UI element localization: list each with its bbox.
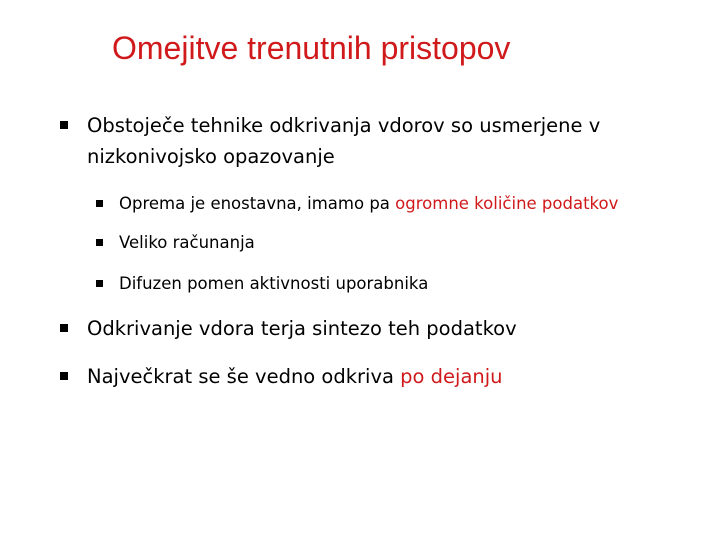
highlighted-text: ogromne količine podatkov [395,194,619,213]
bullet-text: Obstoječe tehnike odkrivanja vdorov so usmerjene v [87,114,601,137]
square-bullet-icon [60,372,68,380]
bullet-item [87,361,503,392]
sub-bullet-item [119,230,255,256]
highlighted-text: po dejanju [400,365,503,388]
sub-bullet-text: Oprema je enostavna, imamo pa [119,194,396,213]
bullet-item [87,110,600,141]
bullet-item [87,313,517,344]
bullet-continuation [87,141,335,172]
square-bullet-icon [96,280,103,287]
sub-bullet-text: Veliko računanja [119,233,255,252]
square-bullet-icon [60,121,68,129]
slide-title: Omejitve trenutnih pristopov [112,30,511,66]
bullet-text: Največkrat se še vedno odkriva [87,365,401,388]
bullet-text: nizkonivojsko opazovanje [87,145,335,168]
bullet-text: Odkrivanje vdora terja sintezo teh podatkov [87,317,517,340]
square-bullet-icon [60,324,68,332]
square-bullet-icon [96,200,103,207]
sub-bullet-item [119,191,618,217]
square-bullet-icon [96,239,103,246]
sub-bullet-text: Difuzen pomen aktivnosti uporabnika [119,274,429,293]
sub-bullet-item [119,271,428,297]
